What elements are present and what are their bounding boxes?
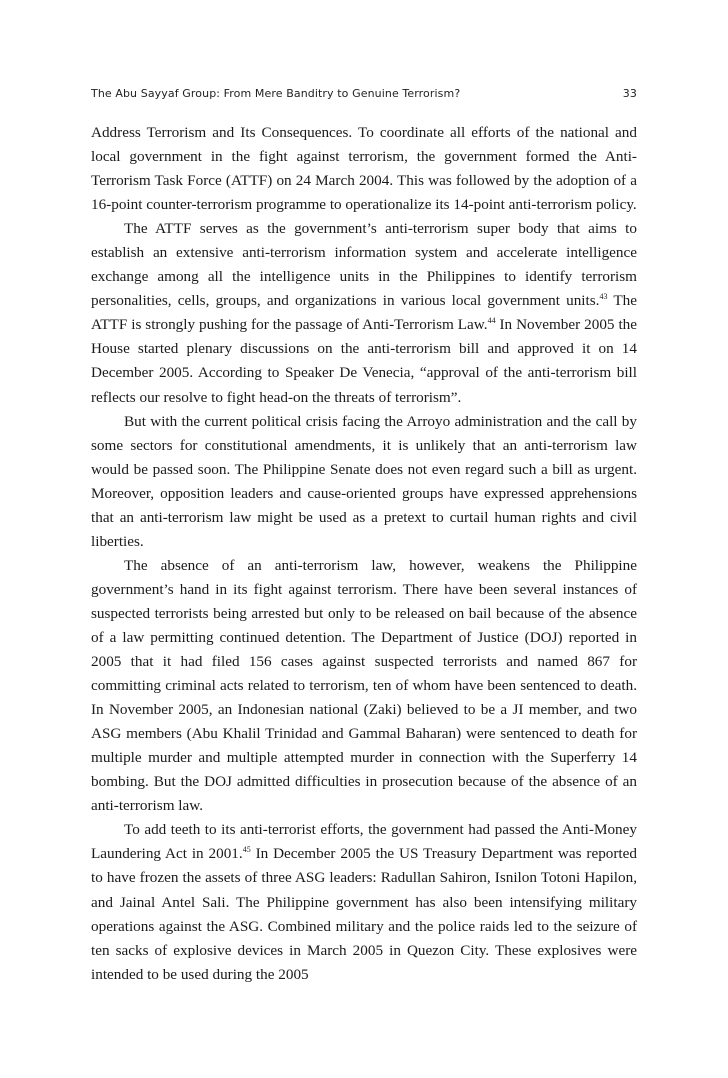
paragraph-5 xyxy=(91,818,637,986)
footnote-ref-45[interactable]: 45 xyxy=(242,845,251,855)
footnote-ref-43[interactable]: 43 xyxy=(599,292,608,302)
body-text xyxy=(91,121,637,987)
page-number: 33 xyxy=(622,87,637,100)
paragraph-4 xyxy=(91,554,637,819)
paragraph-2-text-b: The ATTF is strongly pushing for the passage of Anti-Terrorism Law. xyxy=(91,292,637,334)
paragraph-2-text-a: The ATTF serves as the government’s anti-terrorism super body that aims to establish an extensive anti-terrorism information system and accelerate intelligence exchange among all the intelligence units in the Philippines to identify terrorism personalities, cells, groups, and organizations in various local government units. xyxy=(91,220,637,310)
running-header xyxy=(91,87,637,100)
running-title: The Abu Sayyaf Group: From Mere Banditry to Genuine Terrorism? xyxy=(91,87,461,100)
paragraph-3-text: But with the current political crisis facing the Arroyo administration and the call by some sectors for constitutional amendments, it is unlikely that an anti-terrorism law would be passed soon. The Philippine Senate does not even regard such a bill as urgent. Moreover, opposition leaders and cause-oriented groups have expressed apprehensions that an anti-terrorism law might be used as a pretext to curtail human rights and civil liberties. xyxy=(91,412,637,550)
paragraph-1 xyxy=(91,121,637,217)
paragraph-2 xyxy=(91,217,637,409)
paragraph-2-text-c: In November 2005 the House started plenary discussions on the anti-terrorism bill and approved it on 14 December 2005. According to Speaker De Venecia, “approval of the anti-terrorism bill reflects our resolve to fight head-on the threats of terrorism”. xyxy=(91,316,637,406)
paragraph-5-text-a: To add teeth to its anti-terrorist efforts, the government had passed the Anti-Money Laundering Act in 2001. xyxy=(91,821,637,863)
paragraph-4-text: The absence of an anti-terrorism law, however, weakens the Philippine government’s hand in its fight against terrorism. There have been several instances of suspected terrorists being arrested but only to be released on bail because of the absence of a law permitting continued detention. The Department of Justice (DOJ) reported in 2005 that it had filed 156 cases against suspected terrorists and named 867 for committing criminal acts related to terrorism, ten of whom have been sentenced to death. In November 2005, an Indonesian national (Zaki) believed to be a JI member, and two ASG members (Abu Khalil Trinidad and Gammal Baharan) were sentenced to death for multiple murder and multiple attempted murder in connection with the Superferry 14 bombing. But the DOJ admitted difficulties in prosecution because of the absence of an anti-terrorism law. xyxy=(91,556,637,815)
paragraph-1-text: Address Terrorism and Its Consequences. To coordinate all efforts of the national and local government in the fight against terrorism, the government formed the Anti-Terrorism Task Force (ATTF) on 24 March 2004. This was followed by the adoption of a 16-point counter-terrorism programme to operationalize its 14-point anti-terrorism policy. xyxy=(91,124,637,214)
paragraph-5-text-b: In December 2005 the US Treasury Department was reported to have frozen the assets of three ASG leaders: Radullan Sahiron, Isnilon Totoni Hapilon, and Jainal Antel Sali. The Philippine government has also been intensifying military operations against the ASG. Combined military and the police raids led to the seizure of ten sacks of explosive devices in March 2005 in Quezon City. These explosives were intended to be used during the 2005 xyxy=(91,845,637,983)
paragraph-3 xyxy=(91,410,637,554)
footnote-ref-44[interactable]: 44 xyxy=(487,316,496,326)
